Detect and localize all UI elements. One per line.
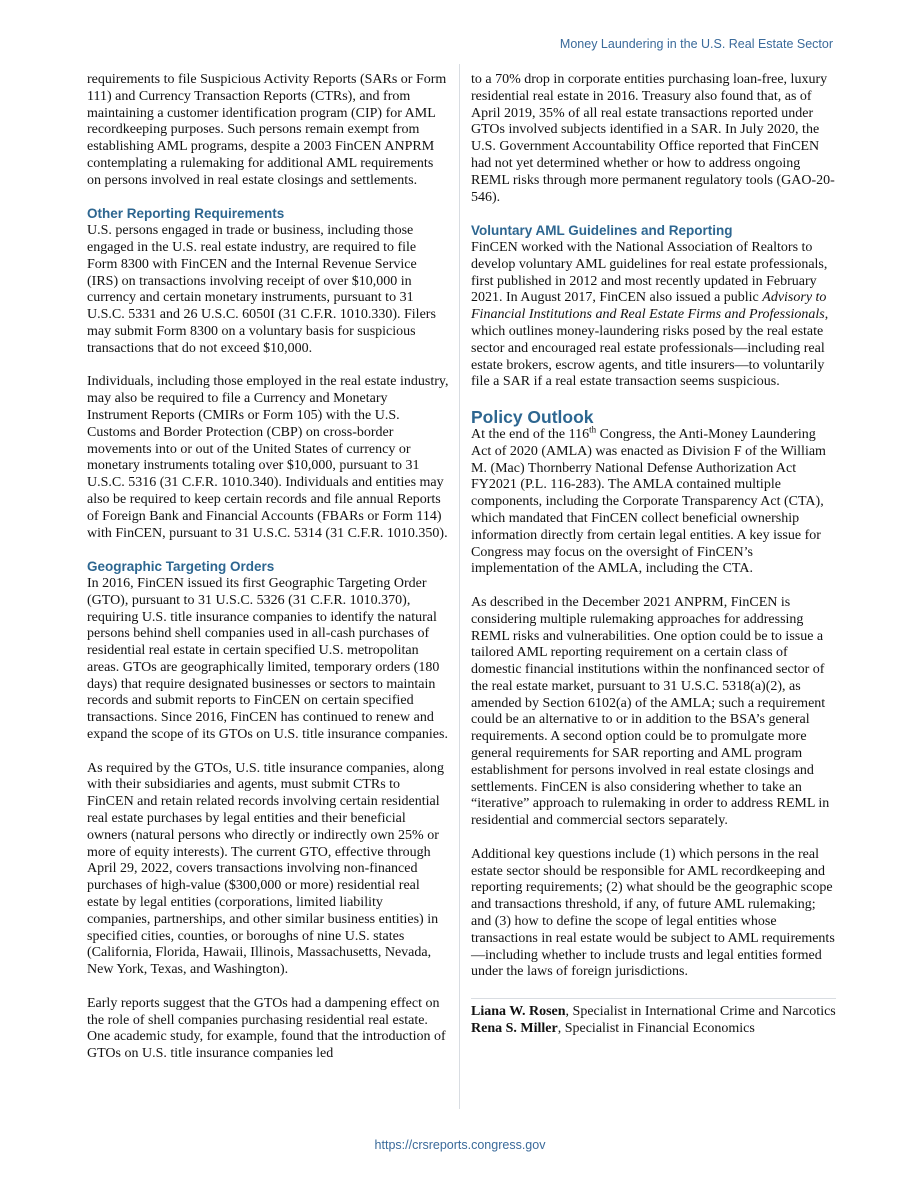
running-header-title: Money Laundering in the U.S. Real Estate Sector <box>559 37 833 51</box>
section-heading-voluntary-aml: Voluntary AML Guidelines and Reporting <box>471 223 733 239</box>
column-divider <box>459 64 460 1109</box>
paragraph: requirements to file Suspicious Activity Reports (SARs or Form 111) and Currency Transaction Reports (CTRs), and from maintaining a customer identification program (CIP) for AML recordkeeping purposes. Such persons remain exempt from establishing AML programs, despite a 2003 FinCEN ANPRM contemplating a rulemaking for additional AML requirements on persons involved in real estate closings and settlements. <box>87 72 447 188</box>
author-line <box>471 1004 836 1021</box>
author-name: Rena S. Miller <box>471 1020 558 1036</box>
author-line <box>471 1021 836 1038</box>
right-column <box>471 72 836 1038</box>
footer-url-link[interactable]: https://crsreports.congress.gov <box>374 1138 546 1152</box>
author-title: , Specialist in International Crime and Narcotics <box>565 1004 836 1020</box>
paragraph: Early reports suggest that the GTOs had a dampening effect on the role of shell companies purchasing residential real estate. One academic study, for example, found that the introduction of GTOs on U.S. title insurance companies led <box>87 995 446 1062</box>
paragraph <box>471 240 836 391</box>
paragraph: U.S. persons engaged in trade or business, including those engaged in the U.S. real estate industry, are required to file Form 8300 with FinCEN and the Internal Revenue Service (IRS) on transactions involving receipt of over $10,000 in currency and certain monetary instruments, pursuant to 31 U.S.C. 5331 and 26 U.S.C. 6050I (31 C.F.R. 1010.330). Filers may submit Form 8300 on a voluntary basis for suspicious transactions that do not exceed $10,000. <box>87 223 436 356</box>
section-heading-geographic-targeting: Geographic Targeting Orders <box>87 559 275 575</box>
paragraph-text: At the end of the 116 <box>471 426 590 442</box>
paragraph: In 2016, FinCEN issued its first Geographic Targeting Order (GTO), pursuant to 31 U.S.C. 5326 (31 C.F.R. 1010.370), requiring U.S. title insurance companies to identify the natural persons behind shell companies used in all-cash purchases of residential real estate in certain specified U.S. metropolitan areas. GTOs are geographically limited, temporary orders (180 days) that require designated businesses or sectors to maintain records and submit reports to FinCEN on certain specified transactions. Since 2016, FinCEN has continued to renew and expand the scope of its GTOs on U.S. title insurance companies. <box>87 575 448 743</box>
advisory-title: Advisory to Financial Institutions and Real Estate Firms and Professionals <box>471 290 827 323</box>
paragraph-text: , which outlines money-laundering risks posed by the real estate sector and encouraged real estate professionals—including real estate brokers, escrow agents, and title insurers—to voluntarily file a SAR if a real estate transaction seems suspicious. <box>471 307 829 390</box>
paragraph: As described in the December 2021 ANPRM, FinCEN is considering multiple rulemaking approaches for addressing REML risks and vulnerabilities. One option could be to issue a tailored AML reporting requirement on a certain class of domestic financial institutions within the nonfinanced sector of the real estate market, pursuant to 31 U.S.C. 5318(a)(2), as amended by Section 6102(a) of the AMLA; such a requirement could be an alternative to or in addition to the BSA’s general requirements. A second option could be to promulgate more general requirements for SAR reporting and AML program establishment for persons involved in real estate closings and settlements. FinCEN is also considering whether to take an “iterative” approach to rulemaking in order to address REML in residential and commercial sectors separately. <box>471 594 830 829</box>
paragraph: Additional key questions include (1) which persons in the real estate sector should be responsible for AML recordkeeping and reporting requirements; (2) what should be the geographic scope and transactions threshold, if any, of future AML rulemaking; and (3) how to define the scope of legal entities whose transactions in real estate would be subject to AML requirements—including whether to include trusts and legal entities formed under the laws of foreign jurisdictions. <box>471 846 835 980</box>
left-column <box>87 72 449 1063</box>
paragraph-text: Congress, the Anti-Money Laundering Act of 2020 (AMLA) was enacted as Division F of the William M. (Mac) Thornberry National Defense Authorization Act FY2021 (P.L. 116-283). The AMLA contained multiple components, including the Corporate Transparency Act (CTA), which mandated that FinCEN collect beneficial ownership information directly from certain legal entities. A key issue for Congress may focus on the oversight of FinCEN’s implementation of the AMLA, including the CTA. <box>471 426 826 577</box>
author-name: Liana W. Rosen <box>471 1004 566 1020</box>
paragraph: As required by the GTOs, U.S. title insurance companies, along with their subsidiaries and agents, must submit CTRs to FinCEN and retain related records involving certain residential real estate purchases by legal entities and their beneficial owners (natural persons who directly or indirectly own 25% or more of equity interests). The current GTO, effective through April 29, 2022, covers transactions involving non-financed purchases of high-value ($300,000 or more) residential real estate by legal entities (corporations, limited liability companies, partnerships, and other similar business entities) in specified cities, counties, or boroughs of nine U.S. states (California, Florida, Hawaii, Illinois, Massachusetts, Nevada, New York, Texas, and Washington). <box>87 760 445 978</box>
paragraph: Individuals, including those employed in the real estate industry, may also be required to file a Currency and Monetary Instrument Reports (CMIRs or Form 105) with the U.S. Customs and Border Protection (CBP) on cross-border movements into or out of the United States of currency or monetary instruments totaling over $10,000, pursuant to 31 U.S.C. 5316 (31 C.F.R. 1010.340). Individuals and entities may also be required to keep certain records and file annual Reports of Foreign Bank and Financial Accounts (FBARs or Form 114) with FinCEN, pursuant to 31 U.S.C. 5314 (31 C.F.R. 1010.350). <box>87 374 449 541</box>
paragraph-text: FinCEN worked with the National Association of Realtors to develop voluntary AML guidelines for real estate professionals, first published in 2012 and most recently updated in February 2021. In August 2017, FinCEN also issued a public <box>471 239 828 306</box>
paragraph: to a 70% drop in corporate entities purchasing loan-free, luxury residential real estate in 2016. Treasury also found that, as of April 2019, 35% of all real estate transactions reported under GTOs involved subjects identified in a SAR. In July 2020, the U.S. Government Accountability Office reported that FinCEN had not yet determined whether or how to address ongoing REML risks through more permanent regulatory tools (GAO-20-546). <box>471 72 835 205</box>
ordinal-suffix: th <box>589 424 597 435</box>
author-title: , Specialist in Financial Economics <box>557 1020 755 1036</box>
section-heading-policy-outlook: Policy Outlook <box>471 406 594 427</box>
paragraph <box>471 424 836 578</box>
section-heading-other-reporting: Other Reporting Requirements <box>87 206 285 222</box>
author-block <box>471 998 836 1038</box>
